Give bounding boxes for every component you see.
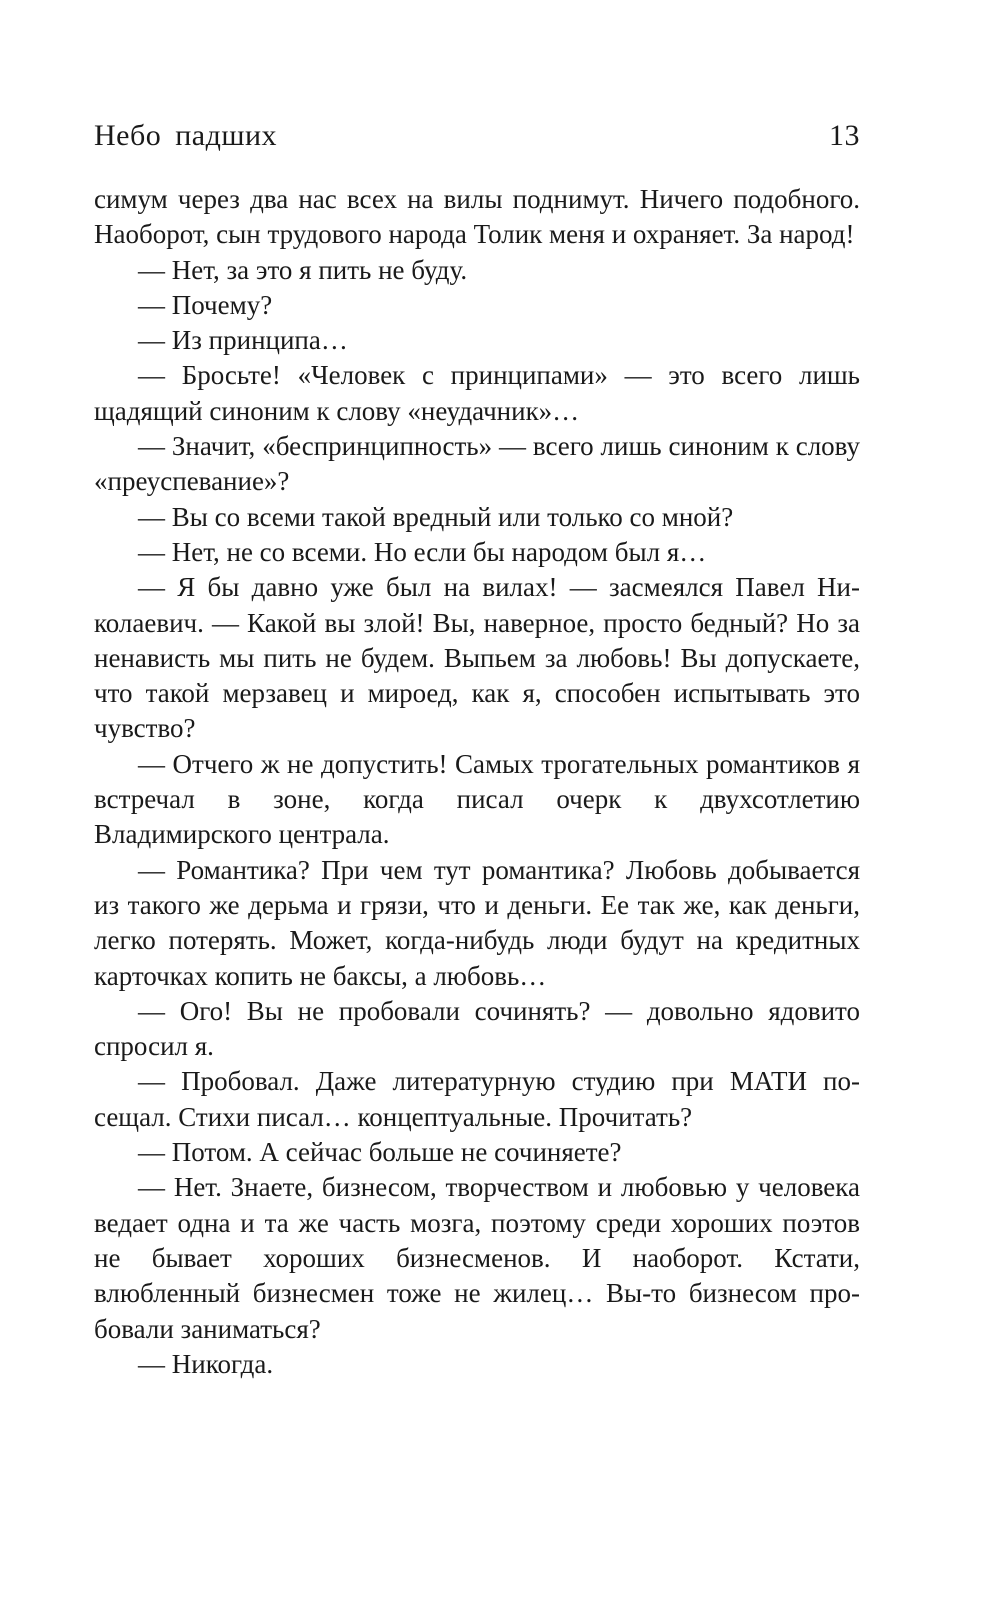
paragraph: — Пробовал. Даже литературную студию при МАТИ посещал. Стихи писал… концептуальные. Прочитать? bbox=[94, 1066, 860, 1132]
running-head bbox=[94, 118, 860, 154]
paragraph: симум через два нас всех на вилы поднимут. Ничего подобного. Наоборот, сын трудового народа Толик меня и охраняет. За народ! bbox=[94, 184, 860, 250]
paragraph: — Отчего ж не допустить! Самых трогательных романтиков я встречал в зоне, когда писал очерк к двухсотлетию Владимирского централа. bbox=[94, 748, 860, 850]
page-number: 13 bbox=[829, 119, 860, 152]
paragraph: — Нет, за это я пить не буду. bbox=[138, 254, 468, 285]
paragraph: — Бросьте! «Человек с принципами» — это всего лишь щадящий синоним к слову «неудачник»… bbox=[94, 360, 860, 426]
paragraph: — Я бы давно уже был на вилах! — засмеялся Павел Николаевич. — Какой вы злой! Вы, наверное, просто бедный? Но за ненависть мы пить не будем. Выпьем за любовь! Вы допускаете, что такой мерзавец и мироед, как я, способен испытывать это чувство? bbox=[94, 572, 860, 744]
paragraph: — Значит, «беспринципность» — всего лишь синоним к слову «преуспевание»? bbox=[94, 431, 860, 497]
paragraph: — Из принципа… bbox=[138, 325, 348, 356]
paragraph: — Почему? bbox=[138, 289, 273, 320]
paragraph: — Нет. Знаете, бизнесом, творчеством и любовью у человека ведает одна и та же часть мозга, поэтому среди хороших поэтов не бывает хороших бизнесменов. И наоборот. Кстати, влюбленный бизнесмен тоже не жилец… Вы-то бизнесом пробовали заниматься? bbox=[94, 1172, 860, 1344]
paragraph: — Вы со всеми такой вредный или только со мной? bbox=[138, 501, 734, 532]
paragraph: — Никогда. bbox=[138, 1348, 274, 1379]
paragraph: — Ого! Вы не пробовали сочинять? — довольно ядовито спросил я. bbox=[94, 995, 860, 1062]
paragraph: — Нет, не со всеми. Но если бы народом был я… bbox=[138, 536, 707, 567]
paragraph: — Романтика? При чем тут романтика? Любовь добывается из такого же дерьма и грязи, что и деньги. Ее так же, как деньги, легко потерять. Может, когда-нибудь люди будут на кредитных карточках копить не баксы, а любовь… bbox=[94, 854, 860, 991]
paragraph: — Потом. А сейчас больше не сочиняете? bbox=[138, 1137, 622, 1168]
running-title: Небо падших bbox=[94, 119, 278, 152]
body-text bbox=[94, 182, 860, 1382]
book-page bbox=[94, 118, 860, 1382]
